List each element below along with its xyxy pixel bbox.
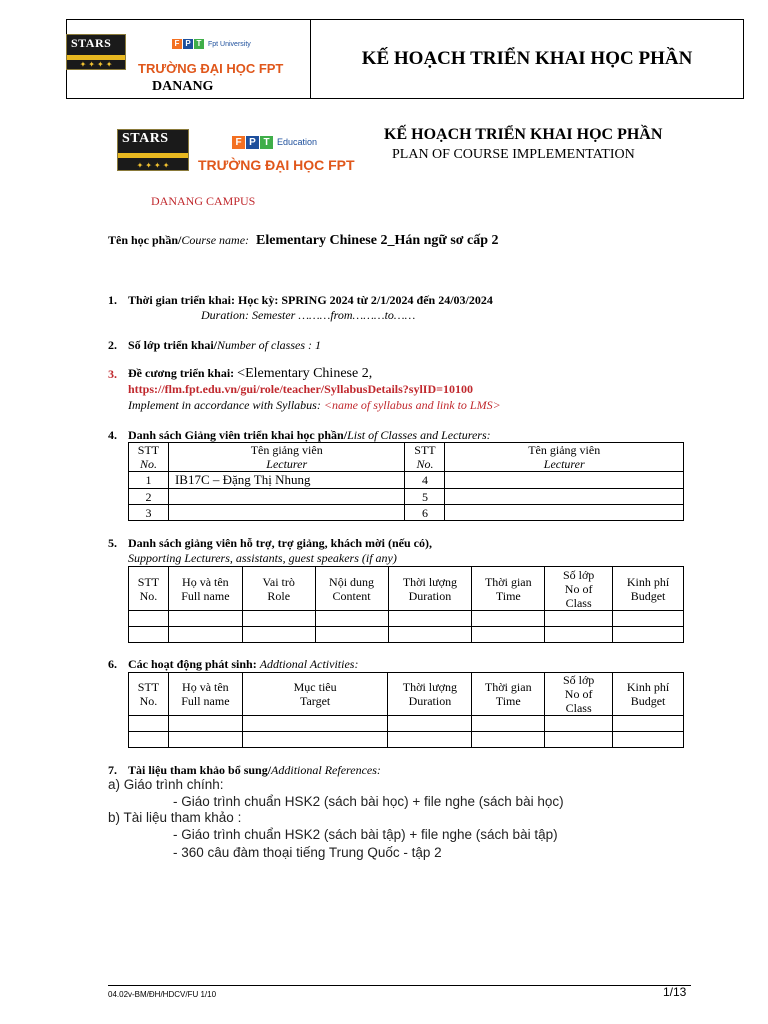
footer-divider xyxy=(108,985,691,986)
row-lecturer-left: IB17C – Đặng Thị Nhung xyxy=(168,472,405,489)
row-no-left: 1 xyxy=(129,472,169,489)
row-no-left: 2 xyxy=(129,489,169,505)
section-3-number: 3. xyxy=(108,367,117,381)
section-6-en: Addtional Activities: xyxy=(259,657,359,671)
header-cell-budget: Kinh phí Budget xyxy=(613,567,684,611)
section-6-vi: Các hoạt động phát sinh: xyxy=(128,657,257,671)
row-lecturer-right xyxy=(445,505,684,521)
table-row xyxy=(129,489,684,505)
references-b-item: - Giáo trình chuẩn HSK2 (sách bài tập) + file nghe (sách bài tập) xyxy=(173,827,558,842)
lecturers-header-no-left: STT No. xyxy=(129,443,169,472)
table-row xyxy=(129,505,684,521)
section-1-title: Thời gian triển khai: Học kỳ: SPRING 2024 từ 2/1/2024 đến 24/03/2024 xyxy=(128,293,493,307)
fpt-university-label: Fpt University xyxy=(208,41,251,48)
section-3-impl-placeholder: <name of syllabus and link to LMS> xyxy=(323,398,501,412)
row-no-right: 6 xyxy=(405,505,445,521)
section-6-title xyxy=(128,657,358,672)
section-2-en: Number of classes : 1 xyxy=(217,338,321,352)
footer-document-code: 04.02v-BM/ĐH/HDCV/FU 1/10 xyxy=(108,990,217,999)
fpt-logo-t: T xyxy=(194,39,204,49)
course-name-line xyxy=(108,233,499,249)
course-name-value: Elementary Chinese 2_Hán ngữ sơ cấp 2 xyxy=(256,233,499,248)
header-cell-budget: Kinh phí Budget xyxy=(613,673,684,716)
section-7-title xyxy=(128,763,381,778)
section-3-vi: Đề cương triển khai: xyxy=(128,366,235,380)
header-cell-no-of-class: Số lớp No of Class xyxy=(545,567,613,611)
section-1-sub: Duration: Semester ………from………to…… xyxy=(201,308,416,322)
truong-logo-text-2: TRƯỜNG ĐẠI HỌC FPT xyxy=(198,157,355,173)
course-label-vi: Tên học phần/ xyxy=(108,233,182,247)
row-lecturer-left xyxy=(168,489,405,505)
table-row xyxy=(129,472,684,489)
section-3-impl-text: Implement in accordance with Syllabus: xyxy=(128,398,321,412)
stars-logo-2-rating: ✦ ✦ ✦ ✦ xyxy=(136,161,170,170)
fpt-logo-f: F xyxy=(172,39,182,49)
section-4-vi: Danh sách Giảng viên triển khai học phần/ xyxy=(128,428,348,442)
header-danang: DANANG xyxy=(152,79,214,94)
section-3-impl xyxy=(128,398,501,413)
section-4-number: 4. xyxy=(108,428,117,442)
header-cell-time: Thời gian Time xyxy=(472,567,545,611)
stars-logo-2 xyxy=(117,129,189,171)
row-no-right: 5 xyxy=(405,489,445,505)
stars-logo-2-text: STARS xyxy=(122,131,169,146)
section-5-title: Danh sách giảng viên hỗ trợ, trợ giảng, khách mời (nếu có), xyxy=(128,536,432,550)
lecturers-header-lecturer-left: Tên giảng viên Lecturer xyxy=(168,443,405,472)
stars-logo-rating: ✦ ✦ ✦ ✦ xyxy=(79,60,113,69)
lecturers-header-row xyxy=(129,443,684,472)
doc-title-vi: KẾ HOẠCH TRIỂN KHAI HỌC PHẦN xyxy=(384,126,663,143)
table-row xyxy=(129,732,684,748)
row-no-left: 3 xyxy=(129,505,169,521)
fpt-logo-2-f: F xyxy=(232,136,245,149)
stars-logo-2-band xyxy=(118,153,188,158)
references-b-item: - 360 câu đàm thoại tiếng Trung Quốc - tập 2 xyxy=(173,845,442,860)
fpt-logo xyxy=(172,38,251,49)
section-3-title xyxy=(128,366,372,382)
header-cell-duration: Thời lượng Duration xyxy=(388,567,472,611)
section-2-vi: Số lớp triển khai/ xyxy=(128,338,217,352)
header-cell-role: Vai trò Role xyxy=(242,567,315,611)
section-2-title xyxy=(128,338,321,353)
header-cell-no: STT No. xyxy=(129,567,169,611)
row-lecturer-right xyxy=(445,489,684,505)
supporting-header-row xyxy=(129,567,684,611)
references-a-label: a) Giáo trình chính: xyxy=(108,777,224,792)
references-a-item: - Giáo trình chuẩn HSK2 (sách bài học) + file nghe (sách bài học) xyxy=(173,794,564,809)
lecturers-header-lecturer-right: Tên giảng viên Lecturer xyxy=(445,443,684,472)
references-b-label: b) Tài liệu tham khảo : xyxy=(108,810,242,825)
fpt-education-label: Education xyxy=(277,137,318,147)
section-6-number: 6. xyxy=(108,657,117,671)
header-cell-no-of-class: Số lớp No of Class xyxy=(545,673,613,716)
fpt-logo-p: P xyxy=(183,39,193,49)
section-2-number: 2. xyxy=(108,338,117,352)
row-lecturer-right xyxy=(445,472,684,489)
activities-header-row xyxy=(129,673,684,716)
section-7-en: Additional References: xyxy=(271,763,381,777)
stars-logo-text: STARS xyxy=(71,36,112,50)
lecturers-table xyxy=(128,442,684,521)
table-row xyxy=(129,627,684,643)
row-lecturer-left xyxy=(168,505,405,521)
table-row xyxy=(129,716,684,732)
footer-page-number: 1/13 xyxy=(663,985,687,999)
section-4-title xyxy=(128,428,491,443)
section-5-sub: Supporting Lecturers, assistants, guest speakers (if any) xyxy=(128,551,397,565)
header-cell-full-name: Họ và tên Full name xyxy=(168,673,242,716)
activities-table xyxy=(128,672,684,748)
header-cell-content: Nội dung Content xyxy=(315,567,388,611)
truong-logo-text: TRƯỜNG ĐẠI HỌC FPT xyxy=(138,61,284,76)
section-4-en: List of Classes and Lecturers: xyxy=(347,428,491,442)
fpt-logo-2 xyxy=(232,134,317,149)
section-7-number: 7. xyxy=(108,763,117,777)
course-label-en: Course name: xyxy=(181,233,250,247)
row-no-right: 4 xyxy=(405,472,445,489)
header-title: KẾ HOẠCH TRIỂN KHAI HỌC PHẦN xyxy=(361,48,693,69)
campus-label: DANANG CAMPUS xyxy=(151,194,256,208)
fpt-logo-2-t: T xyxy=(260,136,273,149)
lecturers-header-no-right: STT No. xyxy=(405,443,445,472)
header-cell-no: STT No. xyxy=(129,673,169,716)
section-5-number: 5. xyxy=(108,536,117,550)
section-3-course: <Elementary Chinese 2, xyxy=(237,366,373,381)
header-cell-duration: Thời lượng Duration xyxy=(388,673,472,716)
header-cell-full-name: Họ và tên Full name xyxy=(168,567,242,611)
header-cell-target: Mục tiêu Target xyxy=(242,673,388,716)
section-7-vi: Tài liệu tham khảo bổ sung/ xyxy=(128,763,272,777)
supporting-lecturers-table xyxy=(128,566,684,643)
doc-title-en: PLAN OF COURSE IMPLEMENTATION xyxy=(392,147,635,162)
section-1-number: 1. xyxy=(108,293,117,307)
header-cell-time: Thời gian Time xyxy=(472,673,545,716)
syllabus-link[interactable]: https://flm.fpt.edu.vn/gui/role/teacher/SyllabusDetails?sylID=10100 xyxy=(128,382,473,396)
table-row xyxy=(129,611,684,627)
fpt-logo-2-p: P xyxy=(246,136,259,149)
stars-logo xyxy=(66,34,126,70)
